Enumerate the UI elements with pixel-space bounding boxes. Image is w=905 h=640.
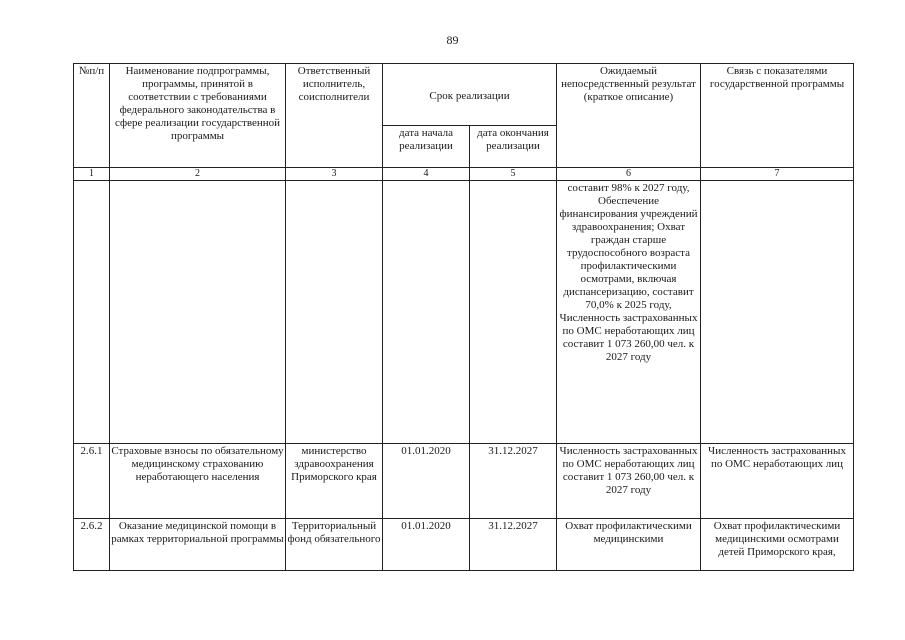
row-num — [74, 181, 110, 444]
row-link: Охват профилактическими медицинскими осмотрами детей Приморского края, — [701, 519, 854, 571]
column-number: 2 — [110, 168, 286, 181]
row-executor: Территориальный фонд обязательного — [286, 519, 383, 571]
column-number: 4 — [383, 168, 470, 181]
column-number: 6 — [557, 168, 701, 181]
row-executor: министерство здравоохранения Приморского края — [286, 444, 383, 519]
row-result: Численность застрахованных по ОМС неработающих лиц составит 1 073 260,00 чел. к 2027 году — [557, 444, 701, 519]
row-start: 01.01.2020 — [383, 519, 470, 571]
row-link: Численность застрахованных по ОМС неработающих лиц — [701, 444, 854, 519]
program-table — [73, 63, 854, 571]
table-row — [74, 519, 854, 571]
header-link: Связь с показателями государственной программы — [701, 64, 854, 168]
table-row — [74, 444, 854, 519]
table-row — [74, 181, 854, 444]
row-num: 2.6.1 — [74, 444, 110, 519]
row-end: 31.12.2027 — [470, 519, 557, 571]
row-end: 31.12.2027 — [470, 444, 557, 519]
row-executor — [286, 181, 383, 444]
header-start-date: дата начала реализации — [383, 126, 470, 168]
header-num: №п/п — [74, 64, 110, 168]
row-start — [383, 181, 470, 444]
page-number: 89 — [446, 33, 459, 47]
column-number: 3 — [286, 168, 383, 181]
row-num: 2.6.2 — [74, 519, 110, 571]
header-row — [74, 64, 854, 126]
header-end-date: дата окончания реализации — [470, 126, 557, 168]
row-link — [701, 181, 854, 444]
column-number: 1 — [74, 168, 110, 181]
header-period: Срок реализации — [383, 64, 557, 126]
row-start: 01.01.2020 — [383, 444, 470, 519]
header-name: Наименование подпрограммы, программы, принятой в соответствии с требованиями федерального законодательства в сфере реализации государственной программы — [110, 64, 286, 168]
row-name: Страховые взносы по обязательному медицинскому страхованию неработающего населения — [110, 444, 286, 519]
row-result: Охват профилактическими медицинскими — [557, 519, 701, 571]
column-number: 7 — [701, 168, 854, 181]
column-number: 5 — [470, 168, 557, 181]
row-name — [110, 181, 286, 444]
header-executor: Ответственный исполнитель, соисполнители — [286, 64, 383, 168]
row-result: составит 98% к 2027 году, Обеспечение финансирования учреждений здравоохранения; Охват граждан старше трудоспособного возраста профилактическими осмотрами, включая диспансеризацию, составит 70,0% к 2025 году, Численность застрахованных по ОМС неработающих лиц составит 1 073 260,00 чел. к 2027 году — [557, 181, 701, 444]
row-name: Оказание медицинской помощи в рамках территориальной программы — [110, 519, 286, 571]
row-end — [470, 181, 557, 444]
header-result: Ожидаемый непосредственный результат (краткое описание) — [557, 64, 701, 168]
column-numbers-row — [74, 168, 854, 181]
